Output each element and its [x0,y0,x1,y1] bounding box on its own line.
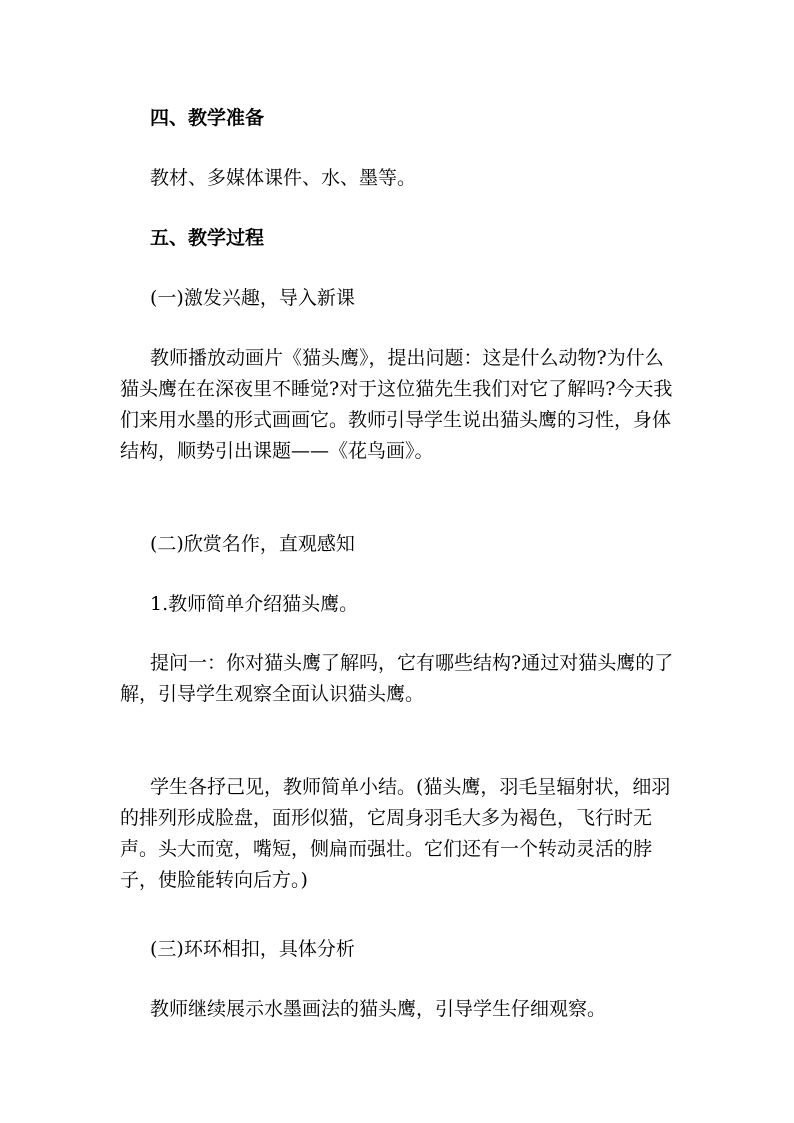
students-summary-paragraph: 学生各抒己见，教师简单小结。(猫头鹰，羽毛呈辐射状，细羽的排列形成脸盘，面形似猫，它周身羽毛大多为褐色，飞行时无声。头大而宽，嘴短，侧扁而强壮。它们还有一个转动灵活的脖子，使脸能转向后方。) [120,776,671,891]
section-heading-preparation: 四、教学准备 [150,107,265,129]
analysis-paragraph: 教师继续展示水墨画法的猫头鹰，引导学生仔细观察。 [150,998,607,1020]
introduction-paragraph: 教师播放动画片《猫头鹰》，提出问题：这是什么动物?为什么猫头鹰在在深夜里不睡觉?对于这位猫先生我们对它了解吗?今天我们来用水墨的形式画画它。教师引导学生说出猫头鹰的习性，身体结构，顺势引出课题——《花鸟画》。 [120,347,673,462]
subsection-heading-analysis: (三)环环相扣，具体分析 [150,938,355,960]
subsection-heading-appreciation: (二)欣赏名作，直观感知 [150,533,355,555]
question-one-paragraph: 提问一：你对猫头鹰了解吗，它有哪些结构?通过对猫头鹰的了解，引导学生观察全面认识猫头鹰。 [120,652,674,705]
section-heading-process: 五、教学过程 [150,227,265,249]
subsection-heading-introduction: (一)激发兴趣，导入新课 [150,287,355,309]
preparation-materials-text: 教材、多媒体课件、水、墨等。 [150,167,417,189]
list-item-owl-introduction: 1.教师简单介绍猫头鹰。 [150,593,359,615]
